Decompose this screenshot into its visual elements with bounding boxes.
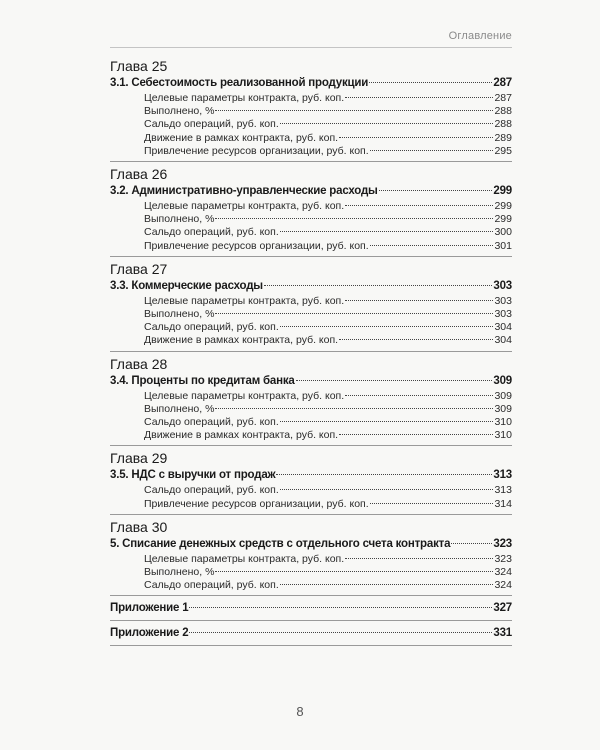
chapter-title: Глава 28 (110, 355, 168, 372)
toc-entry[interactable] (110, 579, 512, 592)
toc-section-label: 3.4. Проценты по кредитам банка (110, 374, 295, 387)
toc-entry[interactable] (110, 132, 512, 145)
dot-leader (370, 245, 494, 246)
toc-appendix-page: 327 (493, 602, 512, 615)
toc-entry[interactable] (110, 321, 512, 334)
toc-entry-page: 301 (494, 239, 512, 252)
toc-entry-page: 299 (494, 213, 512, 226)
chapter-title: Глава 29 (110, 450, 168, 467)
toc-entry[interactable] (110, 200, 512, 213)
toc-entry-page: 309 (494, 389, 512, 402)
toc-section-page: 313 (493, 469, 512, 482)
table-of-contents (110, 58, 512, 650)
chapter-title: Глава 30 (110, 518, 168, 535)
chapter-divider (110, 514, 512, 515)
toc-entry[interactable] (110, 484, 512, 497)
dot-leader (189, 632, 492, 633)
toc-entry-page: 310 (494, 416, 512, 429)
toc-entry-page: 303 (494, 308, 512, 321)
toc-entry[interactable] (110, 226, 512, 239)
toc-entry[interactable] (110, 498, 512, 511)
toc-section[interactable] (110, 75, 512, 92)
toc-entry[interactable] (110, 92, 512, 105)
dot-leader (189, 607, 492, 608)
toc-entry[interactable] (110, 213, 512, 226)
toc-chapter (110, 166, 512, 257)
toc-chapter (110, 261, 512, 352)
toc-entry-page: 324 (494, 566, 512, 579)
toc-entry-page: 289 (494, 131, 512, 144)
toc-entry-page: 304 (494, 321, 512, 334)
toc-entry-label: Сальдо операций, руб. коп. (144, 484, 279, 497)
toc-entry[interactable] (110, 566, 512, 579)
toc-entry-page: 303 (494, 294, 512, 307)
toc-entry-label: Привлечение ресурсов организации, руб. коп. (144, 239, 369, 252)
chapter-divider (110, 161, 512, 162)
toc-entry-page: 309 (494, 402, 512, 415)
page-number: 8 (296, 704, 304, 719)
toc-entry-page: 304 (494, 334, 512, 347)
toc-entry-page: 288 (494, 105, 512, 118)
toc-entry-label: Сальдо операций, руб. коп. (144, 118, 279, 131)
toc-section-page: 323 (493, 537, 512, 550)
toc-entry-label: Целевые параметры контракта, руб. коп. (144, 92, 345, 104)
dot-leader (276, 474, 492, 475)
dot-leader (369, 82, 492, 83)
toc-entry-label: Целевые параметры контракта, руб. коп. (144, 294, 345, 307)
toc-section-page: 287 (493, 77, 512, 89)
toc-entry[interactable] (110, 105, 512, 118)
toc-entry-page: 299 (494, 200, 512, 213)
toc-chapter (110, 519, 512, 597)
toc-section-label: 3.2. Административно-управленческие расходы (110, 185, 378, 198)
toc-entry-page: 313 (494, 484, 512, 497)
dot-leader (215, 313, 493, 314)
toc-entry-page: 295 (494, 144, 512, 157)
toc-entry-label: Выполнено, % (144, 105, 215, 118)
toc-entry[interactable] (110, 240, 512, 253)
toc-entry[interactable] (110, 334, 512, 347)
toc-section-page: 309 (493, 374, 512, 387)
toc-entry[interactable] (110, 145, 512, 158)
toc-entry-label: Выполнено, % (144, 308, 215, 321)
toc-entry-page: 323 (494, 552, 512, 565)
toc-entry[interactable] (110, 118, 512, 131)
toc-section[interactable] (110, 183, 512, 200)
dot-leader (345, 300, 493, 301)
toc-appendix[interactable] (110, 600, 512, 617)
toc-entry-label: Целевые параметры контракта, руб. коп. (144, 200, 345, 213)
dot-leader (280, 421, 494, 422)
toc-section[interactable] (110, 467, 512, 484)
toc-section[interactable] (110, 278, 512, 295)
toc-entry-label: Сальдо операций, руб. коп. (144, 416, 279, 429)
running-head: Оглавление (448, 30, 512, 42)
toc-entry[interactable] (110, 308, 512, 321)
dot-leader (345, 97, 493, 98)
toc-section[interactable] (110, 536, 512, 553)
dot-leader (345, 558, 493, 559)
toc-section-page: 299 (493, 185, 512, 198)
toc-entry-label: Выполнено, % (144, 566, 215, 579)
toc-entry-label: Сальдо операций, руб. коп. (144, 226, 279, 239)
toc-entry-label: Движение в рамках контракта, руб. коп. (144, 131, 339, 144)
toc-entry-page: 314 (494, 497, 512, 510)
toc-entry-page: 287 (494, 92, 512, 104)
toc-section-label: 5. Списание денежных средств с отдельного счета контракта (110, 537, 451, 550)
header-rule (110, 47, 512, 48)
appendix-divider (110, 645, 512, 646)
dot-leader (339, 434, 493, 435)
dot-leader (280, 489, 494, 490)
toc-appendix-label: Приложение 2 (110, 627, 189, 640)
toc-entry-page: 288 (494, 118, 512, 131)
chapter-title: Глава 25 (110, 58, 168, 74)
toc-section-label: 3.5. НДС с выручки от продаж (110, 469, 276, 482)
toc-entry-label: Выполнено, % (144, 402, 215, 415)
toc-entry[interactable] (110, 390, 512, 403)
dot-leader (296, 380, 493, 381)
chapter-divider (110, 595, 512, 596)
toc-appendix-page: 331 (493, 627, 512, 640)
toc-entry-label: Привлечение ресурсов организации, руб. коп. (144, 497, 369, 510)
toc-entry[interactable] (110, 295, 512, 308)
chapter-divider (110, 445, 512, 446)
dot-leader (379, 190, 493, 191)
dot-leader (339, 339, 493, 340)
dot-leader (280, 123, 494, 124)
toc-entry-label: Сальдо операций, руб. коп. (144, 579, 279, 592)
toc-entry[interactable] (110, 553, 512, 566)
dot-leader (345, 395, 493, 396)
dot-leader (280, 584, 494, 585)
toc-entry-label: Движение в рамках контракта, руб. коп. (144, 334, 339, 347)
toc-entry-page: 324 (494, 579, 512, 592)
toc-chapter (110, 356, 512, 447)
dot-leader (451, 543, 492, 544)
dot-leader (370, 503, 494, 504)
toc-entry-label: Движение в рамках контракта, руб. коп. (144, 429, 339, 442)
toc-entry-label: Выполнено, % (144, 213, 215, 226)
toc-entry-page: 300 (494, 226, 512, 239)
toc-entry-label: Привлечение ресурсов организации, руб. коп. (144, 144, 369, 157)
dot-leader (345, 205, 493, 206)
chapter-title: Глава 27 (110, 260, 168, 277)
dot-leader (339, 137, 493, 138)
toc-entry-label: Целевые параметры контракта, руб. коп. (144, 552, 345, 565)
dot-leader (215, 110, 493, 111)
chapter-title: Глава 26 (110, 166, 168, 183)
chapter-divider (110, 256, 512, 257)
toc-section-label: 3.1. Себестоимость реализованной продукции (110, 77, 369, 89)
chapter-divider (110, 351, 512, 352)
dot-leader (215, 408, 493, 409)
toc-appendix-label: Приложение 1 (110, 602, 189, 615)
toc-entry-page: 310 (494, 429, 512, 442)
toc-entry[interactable] (110, 403, 512, 416)
dot-leader (280, 326, 494, 327)
appendix-divider (110, 620, 512, 621)
toc-entry[interactable] (110, 429, 512, 442)
toc-chapter (110, 450, 512, 514)
dot-leader (370, 150, 494, 151)
toc-entry-label: Сальдо операций, руб. коп. (144, 321, 279, 334)
toc-entry[interactable] (110, 416, 512, 429)
toc-section[interactable] (110, 373, 512, 390)
toc-chapter (110, 58, 512, 162)
dot-leader (215, 218, 493, 219)
dot-leader (215, 571, 493, 572)
toc-section-page: 303 (493, 279, 512, 292)
toc-appendix[interactable] (110, 625, 512, 642)
dot-leader (280, 231, 494, 232)
toc-section-label: 3.3. Коммерческие расходы (110, 279, 263, 292)
toc-entry-label: Целевые параметры контракта, руб. коп. (144, 389, 345, 402)
dot-leader (264, 285, 492, 286)
